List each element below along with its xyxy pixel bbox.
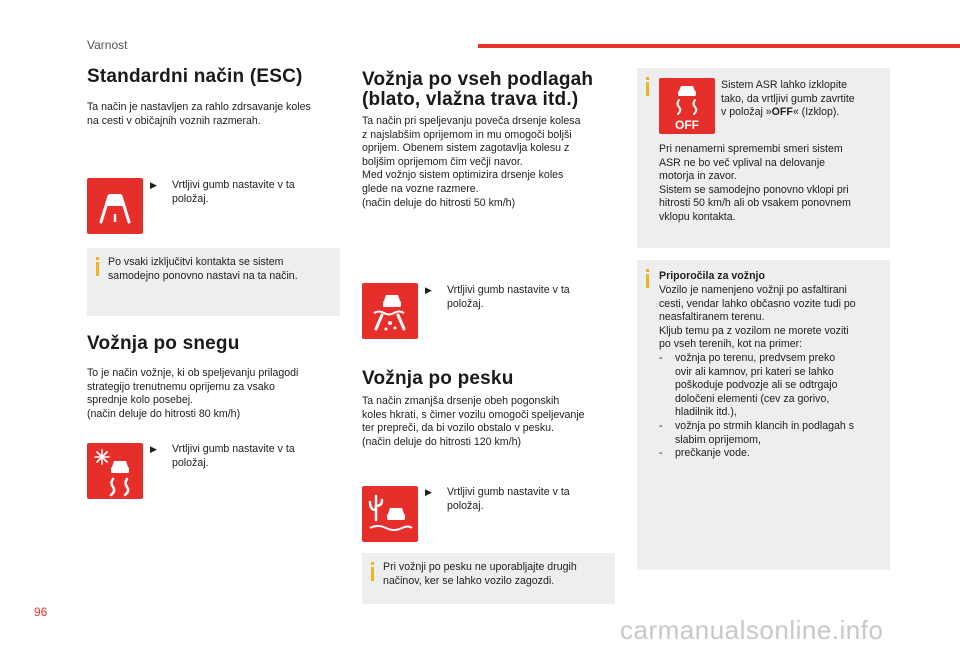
esc-off-icon <box>659 78 715 134</box>
standard-mode-instruction: ▶ Vrtljivi gumb nastavite v ta položaj. <box>150 179 295 205</box>
mud-car-icon <box>362 283 418 339</box>
snow-mode-text: To je način vožnje, ki ob speljevanju prilagodi strategijo trenutnemu oprijemu za vsako sprednje kolo posebej. (način deluje do hitrosti 80 km/h) <box>87 367 299 420</box>
info-sand-text: Pri vožnji po pesku ne uporabljajte drugih načinov, ker se lahko vozilo zagozdi. <box>383 561 577 587</box>
watermark: carmanualsonline.info <box>620 615 884 645</box>
recommendations-text: Vozilo je namenjeno vožnji po asfaltirani cesti, vendar lahko občasno vozite tudi po neasfaltiranem terenu. Kljub temu pa z vozilom ne morete voziti po vseh terenih, kot na primer: <box>659 284 856 351</box>
pointer-icon: ▶ <box>150 444 157 454</box>
info-box-reset <box>87 248 340 316</box>
pointer-icon: ▶ <box>425 285 432 295</box>
all-terrain-title-line2: (blato, vlažna trava itd.) <box>362 89 579 110</box>
info-icon <box>371 562 374 565</box>
all-terrain-text: Ta način pri speljevanju poveča drsenje kolesa z najslabšim oprijemom in mu omogoči boljši oprijem. Obenem sistem zagotavlja kolesu z boljšim oprijemom čim večji navor. Med vožnjo sistem optimizira drsenje koles glede na vozne razmere. (način deluje do hitrosti 50 km/h) <box>362 115 581 209</box>
snow-mode-instruction: ▶ Vrtljivi gumb nastavite v ta položaj. <box>150 443 295 469</box>
list-item: - vožnja po strmih klancih in podlagah s slabim oprijemom, <box>659 419 855 446</box>
page-number: 96 <box>34 605 48 619</box>
list-item: - prečkanje vode. <box>659 447 750 460</box>
asr-off-details: Pri nenamerni spremembi smeri sistem ASR ne bo več vplival na delovanje motorja in zavor. Sistem se samodejno ponovno vklopi pri hitrosti 50 km/h ali ob vsakem ponovnem vklopu kontakta. <box>659 143 851 223</box>
off-icon-label: OFF <box>675 118 699 132</box>
snow-mode-title: Vožnja po snegu <box>87 333 240 354</box>
info-icon <box>646 269 649 272</box>
sand-mode-text: Ta način zmanjša drsenje obeh pogonskih koles hkrati, s čimer vozilu omogoči speljevanje ter prepreči, da bi vozilo obstalo v pesku. (način deluje do hitrosti 120 km/h) <box>362 395 585 448</box>
road-car-icon <box>87 178 143 234</box>
sand-mode-title: Vožnja po pesku <box>362 368 514 389</box>
pointer-icon: ▶ <box>150 180 157 190</box>
standard-mode-text: Ta način je nastavljen za rahlo zdrsavanje koles na cesti v običajnih voznih razmerah. <box>87 101 311 127</box>
info-icon <box>646 77 649 80</box>
info-box-asr-off <box>637 68 890 248</box>
list-item: - vožnja po terenu, predvsem preko ovir ali kamnov, pri kateri se lahko poškoduje podvozje ali se odtrgajo določeni elementi (cev za gorivo, hladilnik itd.), <box>659 352 838 419</box>
info-icon <box>96 257 99 260</box>
recommendations-title: Priporočila za vožnjo <box>659 270 765 282</box>
pointer-icon: ▶ <box>425 487 432 497</box>
all-terrain-title-line1: Vožnja po vseh podlagah <box>362 69 594 90</box>
cactus-car-icon <box>362 486 418 542</box>
snowflake-car-icon <box>87 443 143 499</box>
asr-off-text: Sistem ASR lahko izklopite tako, da vrtljivi gumb zavrtite v položaj »OFF« (Izklop). <box>721 79 855 119</box>
header-accent-bar <box>478 44 960 48</box>
info-box-sand <box>362 553 615 604</box>
recommendations-list <box>659 352 887 461</box>
standard-mode-title: Standardni način (ESC) <box>87 66 303 87</box>
info-box-recommendations <box>637 260 890 570</box>
info-reset-text: Po vsaki izključitvi kontakta se sistem samodejno ponovno nastavi na ta način. <box>108 256 298 282</box>
all-terrain-instruction: ▶ Vrtljivi gumb nastavite v ta položaj. <box>425 284 570 310</box>
section-header: Varnost <box>87 38 128 52</box>
sand-mode-instruction: ▶ Vrtljivi gumb nastavite v ta položaj. <box>425 486 570 512</box>
